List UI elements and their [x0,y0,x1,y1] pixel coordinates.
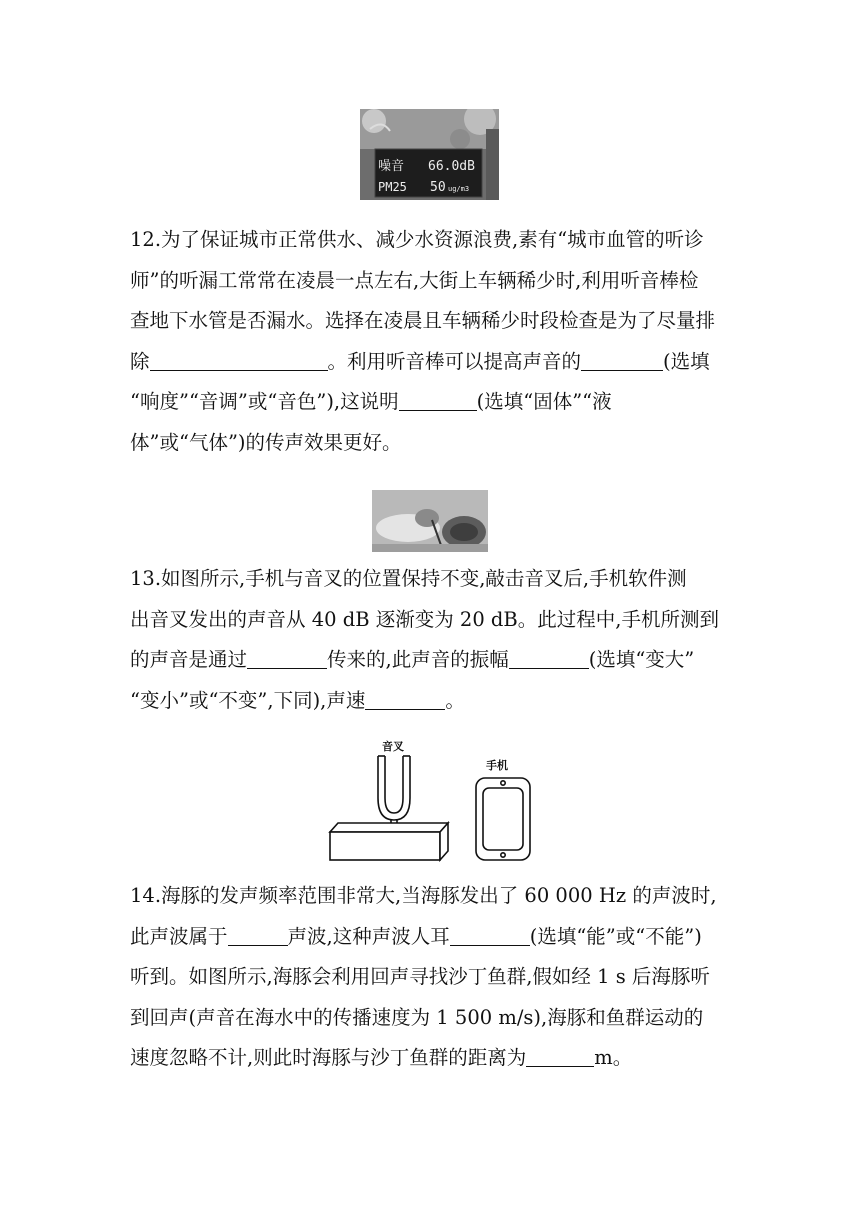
noise-value: 66.0dB [428,159,475,174]
q13-line-3: 的声音是通过 传来的,此声音的振幅 (选填“变大” [130,640,740,681]
q14-line-5: 速度忽略不计,则此时海豚与沙丁鱼群的距离为 m。 [130,1038,740,1079]
q14-line-1: 14.海豚的发声频率范围非常大,当海豚发出了 60 000 Hz 的声波时, [130,884,717,907]
q12-line-4: 除 。利用听音棒可以提高声音的 (选填 [130,342,740,383]
answer-blank[interactable] [450,921,530,946]
q12-line-2: 师”的听漏工常常在凌晨一点左右,大街上车辆稀少时,利用听音棒检 [130,268,699,292]
phone [476,778,530,860]
question-14 [130,876,740,1079]
question-12 [130,220,740,463]
answer-blank[interactable] [247,644,327,669]
q12-line-3: 查地下水管是否漏水。选择在凌晨且车辆稀少时段检查是为了尽量排 [130,309,716,332]
listening-worker-photo [372,490,488,552]
wooden-block [330,823,448,860]
q13-line-4: “变小”或“不变”,下同),声速 。 [130,681,740,722]
pm25-label: PM25 [378,180,407,194]
q13-line-2: 出音叉发出的声音从 40 dB 逐渐变为 20 dB。此过程中,手机所测到 [130,607,719,631]
answer-blank[interactable] [365,685,445,710]
q14-line-4: 到回声(声音在海水中的传播速度为 1 500 m/s),海豚和鱼群运动的 [130,1005,704,1029]
answer-blank[interactable] [581,346,663,371]
answer-blank[interactable] [509,644,589,669]
question-13 [130,559,740,721]
q12-line-5: “响度”“音调”或“音色”),这说明 (选填“固体”“液 [130,382,740,423]
tuning-fork-label: 音叉 [382,740,404,753]
pm25-value: 50 [430,180,446,195]
q12-line-6: 体”或“气体”)的传声效果更好。 [130,430,402,454]
answer-blank[interactable] [526,1042,594,1067]
phone-label: 手机 [486,759,508,772]
pm25-unit: ug/m3 [448,185,470,193]
q12-line-1: 12.为了保证城市正常供水、减少水资源浪费,素有“城市血管的听诊 [130,228,704,251]
answer-blank[interactable] [150,346,328,371]
answer-blank[interactable] [399,386,477,411]
noise-monitor-photo [360,109,499,200]
q13-line-1: 13.如图所示,手机与音叉的位置保持不变,敲击音叉后,手机软件测 [130,567,687,590]
q14-line-2: 此声波属于 声波,这种声波人耳 (选填“能”或“不能”) [130,917,740,958]
noise-label: 噪音 [378,159,405,174]
q14-line-3: 听到。如图所示,海豚会利用回声寻找沙丁鱼群,假如经 1 s 后海豚听 [130,965,710,988]
tuning-fork-phone-diagram [326,736,536,866]
answer-blank[interactable] [228,921,288,946]
